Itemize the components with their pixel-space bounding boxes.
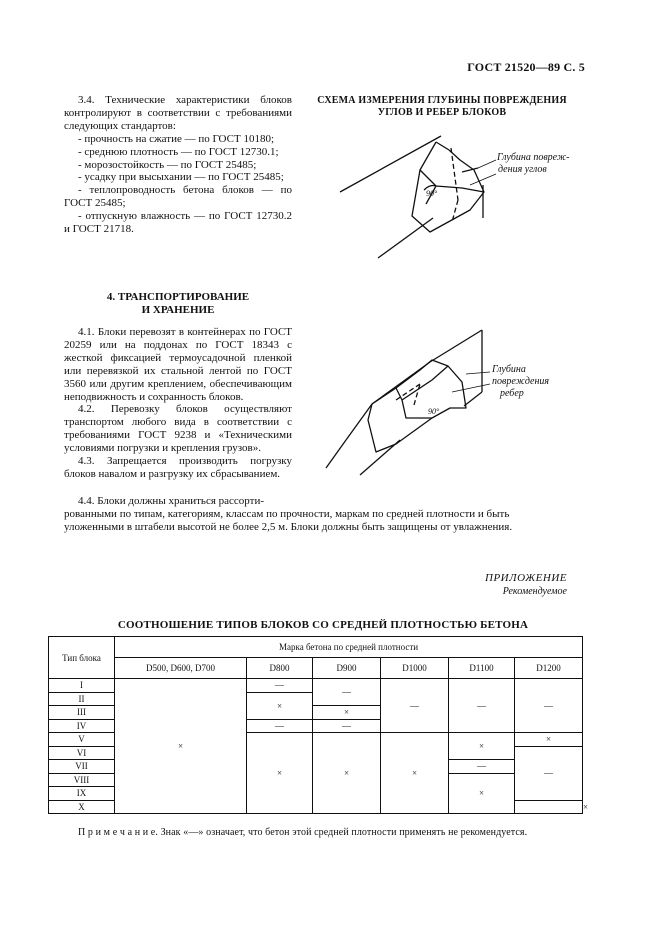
scheme-title-line2: УГЛОВ И РЕБЕР БЛОКОВ [377,107,507,118]
note-text: Знак «—» означает, что бетон этой средней плотности применять не рекомендуется. [160,827,528,838]
cell-d1200: — [515,679,583,733]
block-density-table [48,636,589,814]
scheme-title [302,95,582,119]
paragraph-4-4-line2: рованными по типам, категориям, классам по прочности, маркам по средней плотности и быть [64,508,510,520]
list-item: - отпускную влажность — по ГОСТ 12730.2 и ГОСТ 21718. [64,210,292,236]
paragraph-3-4: 3.4. Технические характеристики блоков контролируют в соответствии с требованиями следующих стандартов: [64,94,292,132]
section-4-body [64,326,292,481]
type-cell: IV [49,719,115,733]
type-cell: VIII [49,773,115,787]
header-grade: D1100 [449,658,515,679]
cell-d1100: — [449,760,515,774]
section-4-title: 4. ТРАНСПОРТИРОВАНИЕ [106,291,250,303]
section-3-4 [64,94,292,236]
cell-d500: × [115,679,247,814]
appendix-sub: Рекомендуемое [502,586,567,597]
cell-d1000: × [381,733,449,814]
cell-d900: × [313,706,381,720]
list-item: - теплопроводность бетона блоков — по ГОСТ 25485; [64,184,292,210]
type-cell: II [49,692,115,706]
paragraph-4-4-rest [64,508,567,534]
type-cell: IX [49,787,115,801]
table-row [49,679,583,693]
scheme-title-line1: СХЕМА ИЗМЕРЕНИЯ ГЛУБИНЫ ПОВРЕЖДЕНИЯ [317,95,567,106]
paragraph-4-3: 4.3. Запрещается производить погрузку блоков навалом и разгрузку их сбрасыванием. [64,455,292,480]
page-header: ГОСТ 21520—89 С. 5 [467,60,585,74]
header-type: Тип блока [49,637,115,679]
list-item: - морозостойкость — по ГОСТ 25485; [78,158,257,171]
list-item: - усадку при высыхании — по ГОСТ 25485; [78,171,284,184]
corner-angle-label: 90° [426,189,438,198]
corner-damage-drawing [340,136,496,258]
note-lead: П р и м е ч а н и е. [78,827,158,838]
table-row: X × [49,800,583,814]
cell-d1200: — [515,746,583,800]
table-note [78,827,527,838]
list-item: - прочность на сжатие — по ГОСТ 10180; [78,132,275,145]
edge-label-line1: Глубина [492,364,526,375]
edge-damage-drawing [326,330,490,475]
section-4-subtitle: И ХРАНЕНИЕ [141,304,215,316]
cell-d1200: × [515,733,583,747]
paragraph-4-4-line3: уложенными в штабели высотой не более 2,5 м. Блоки должны быть защищены от увлажнения. [64,520,513,533]
edge-angle-label: 90° [428,407,440,416]
cell-d800: × [247,733,313,814]
header-group: Марка бетона по средней плотности [115,637,583,658]
cell-d900: — [313,719,381,733]
edge-label-line2: повреждения [492,376,550,387]
table-title: СООТНОШЕНИЕ ТИПОВ БЛОКОВ СО СРЕДНЕЙ ПЛОТНОСТЬЮ БЕТОНА [117,619,529,631]
cell-d1100: — [449,679,515,733]
type-cell: VII [49,760,115,774]
cell-d1000: — [381,679,449,733]
corner-label-line2: дения углов [498,164,547,175]
cell-d1100: × [449,733,515,760]
cell-d1100: × [449,773,515,814]
paragraph-4-2: 4.2. Перевозку блоков осуществляют транспортом любого вида в соответствии с требованиями ГОСТ 9238 и «Техническими условиями погрузки и крепления грузов». [64,403,292,455]
type-cell: I [49,679,115,693]
header-grade: D900 [313,658,381,679]
cell-d900: × [313,733,381,814]
type-cell: X [49,800,115,814]
cell-d800: — [247,719,313,733]
paragraph-4-1: 4.1. Блоки перевозят в контейнерах по ГОСТ 20259 или на поддонах по ГОСТ 18343 с жесткой фиксацией термоусадочной пленкой или перевязкой их стальной лентой по ГОСТ 3560 или другим креплением, обеспечивающим неподвижность и сохранность блоков. [64,326,292,403]
cell-d800: × [247,692,313,719]
section-4-heading [64,291,292,317]
cell-d900: — [313,679,381,706]
type-cell: V [49,733,115,747]
type-cell: VI [49,746,115,760]
header-grade: D1200 [515,658,583,679]
header-grade: D1000 [381,658,449,679]
edge-label-line3: ребер [500,388,524,399]
type-cell: III [49,706,115,720]
corner-label-line1: Глубина повреж- [497,152,570,163]
list-item: - среднюю плотность — по ГОСТ 12730.1; [78,145,279,158]
header-grade: D500, D600, D700 [115,658,247,679]
cell-d800 [515,800,583,814]
paragraph-4-4-start: 4.4. Блоки должны храниться рассорти- [78,495,264,507]
damage-scheme-figure [318,128,588,488]
cell-d800: — [247,679,313,693]
appendix-label: ПРИЛОЖЕНИЕ [485,572,567,584]
header-grade: D800 [247,658,313,679]
